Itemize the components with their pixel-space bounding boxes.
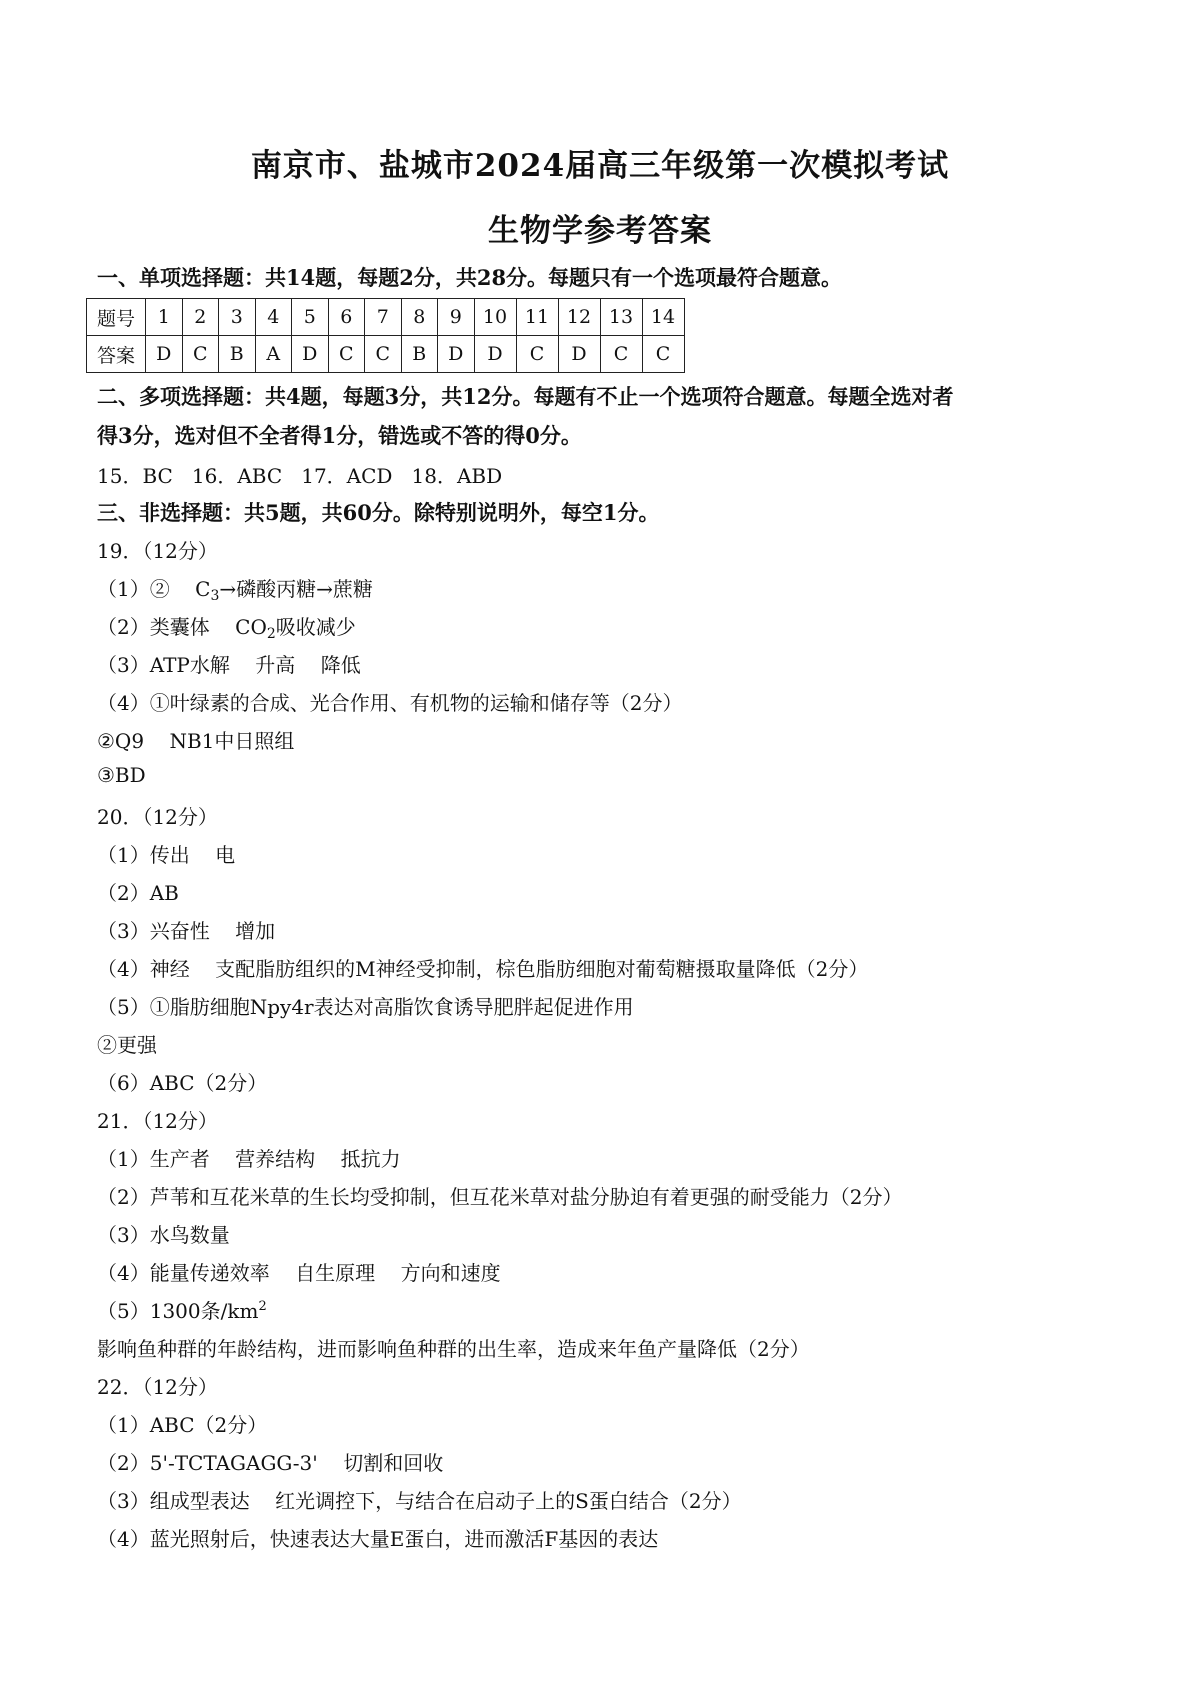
q20-header: 20．（12分） — [97, 805, 218, 829]
q20-answer-6: （6）ABC（2分） — [97, 1071, 268, 1095]
q22-answer-2: （2）5'-TCTAGAGG-3' 切割和回收 — [97, 1451, 444, 1475]
answer-cell: D — [146, 336, 183, 373]
question-cell: 7 — [365, 299, 402, 336]
q21-answer-5 — [97, 1295, 267, 1324]
question-cell: 2 — [182, 299, 219, 336]
q19-a2-subscript: 2 — [266, 626, 276, 642]
q19-answer-4-3: ③BD — [97, 763, 146, 787]
q22-answer-3: （3）组成型表达 红光调控下，与结合在启动子上的S蛋白结合（2分） — [97, 1489, 742, 1513]
q19-answer-4-2: ②Q9 NB1中日照组 — [97, 729, 295, 753]
q21-answer-1: （1）生产者 营养结构 抵抗力 — [97, 1147, 401, 1171]
q19-answer-1 — [97, 573, 373, 604]
answer-row — [87, 336, 685, 373]
q19-answer-2 — [97, 611, 356, 642]
question-cell: 11 — [516, 299, 558, 336]
question-cell: 6 — [328, 299, 365, 336]
q20-answer-3: （3）兴奋性 增加 — [97, 919, 276, 943]
answer-cell: C — [516, 336, 558, 373]
q19-a1-text: （1）② C — [97, 577, 211, 601]
question-cell: 9 — [438, 299, 475, 336]
answer-table — [86, 298, 685, 373]
answer-cell: C — [182, 336, 219, 373]
q19-a1-subscript: 3 — [210, 588, 220, 604]
answer-cell: B — [401, 336, 438, 373]
q19-answer-3: （3）ATP水解 升高 降低 — [97, 653, 361, 677]
answer-cell: C — [365, 336, 402, 373]
q21-answer-5-2: 影响鱼种群的年龄结构，进而影响鱼种群的出生率，造成来年鱼产量降低（2分） — [97, 1337, 810, 1361]
q20-answer-2: （2）AB — [97, 881, 179, 905]
question-cell: 8 — [401, 299, 438, 336]
answer-cell: C — [642, 336, 684, 373]
page-subtitle: 生物学参考答案 — [488, 213, 712, 249]
q20-answer-1: （1）传出 电 — [97, 843, 236, 867]
q19-header: 19．（12分） — [97, 539, 218, 563]
question-cell: 5 — [292, 299, 329, 336]
question-cell: 12 — [558, 299, 600, 336]
section2-heading-line2: 得3分，选对但不全者得1分，错选或不答的得0分。 — [97, 423, 582, 448]
q19-a2-text-2: 吸收减少 — [275, 615, 356, 639]
answer-cell: B — [219, 336, 256, 373]
answer-cell: C — [600, 336, 642, 373]
q21-a5-superscript: 2 — [258, 1299, 267, 1314]
section3-heading: 三、非选择题：共5题，共60分。除特别说明外，每空1分。 — [97, 500, 660, 525]
q19-a2-text: （2）类囊体 CO — [97, 615, 267, 639]
answer-cell: D — [474, 336, 516, 373]
answer-cell: C — [328, 336, 365, 373]
question-cell: 14 — [642, 299, 684, 336]
q21-answer-4: （4）能量传递效率 自生原理 方向和速度 — [97, 1261, 501, 1285]
page-title: 南京市、盐城市2024届高三年级第一次模拟考试 — [250, 148, 950, 184]
q19-a1-text-2: →磷酸丙糖→蔗糖 — [219, 577, 373, 601]
row-label-question: 题号 — [87, 299, 146, 336]
question-cell: 3 — [219, 299, 256, 336]
question-cell: 1 — [146, 299, 183, 336]
q21-header: 21．（12分） — [97, 1109, 218, 1133]
question-cell: 13 — [600, 299, 642, 336]
q21-answer-2: （2）芦苇和互花米草的生长均受抑制，但互花米草对盐分胁迫有着更强的耐受能力（2分） — [97, 1185, 903, 1209]
answer-cell: D — [558, 336, 600, 373]
section2-heading-line1: 二、多项选择题：共4题，每题3分，共12分。每题有不止一个选项符合题意。每题全选对者 — [97, 384, 954, 409]
question-cell: 10 — [474, 299, 516, 336]
question-cell: 4 — [255, 299, 292, 336]
q21-answer-3: （3）水鸟数量 — [97, 1223, 230, 1247]
q22-header: 22．（12分） — [97, 1375, 218, 1399]
section1-heading: 一、单项选择题：共14题，每题2分，共28分。每题只有一个选项最符合题意。 — [97, 265, 843, 290]
answer-cell: D — [438, 336, 475, 373]
row-label-answer: 答案 — [87, 336, 146, 373]
q22-answer-4: （4）蓝光照射后，快速表达大量E蛋白，进而激活F基因的表达 — [97, 1527, 659, 1551]
section2-answers: 15．BC 16．ABC 17．ACD 18．ABD — [97, 464, 503, 488]
q22-answer-1: （1）ABC（2分） — [97, 1413, 268, 1437]
question-number-row — [87, 299, 685, 336]
answer-cell: A — [255, 336, 292, 373]
q20-answer-4: （4）神经 支配脂肪组织的M神经受抑制，棕色脂肪细胞对葡萄糖摄取量降低（2分） — [97, 957, 869, 981]
q19-answer-4: （4）①叶绿素的合成、光合作用、有机物的运输和储存等（2分） — [97, 691, 683, 715]
answer-cell: D — [292, 336, 329, 373]
q20-answer-5-2: ②更强 — [97, 1033, 157, 1057]
q20-answer-5: （5）①脂肪细胞Npy4r表达对高脂饮食诱导肥胖起促进作用 — [97, 995, 634, 1019]
q21-a5-text: （5）1300条/km — [97, 1299, 259, 1323]
